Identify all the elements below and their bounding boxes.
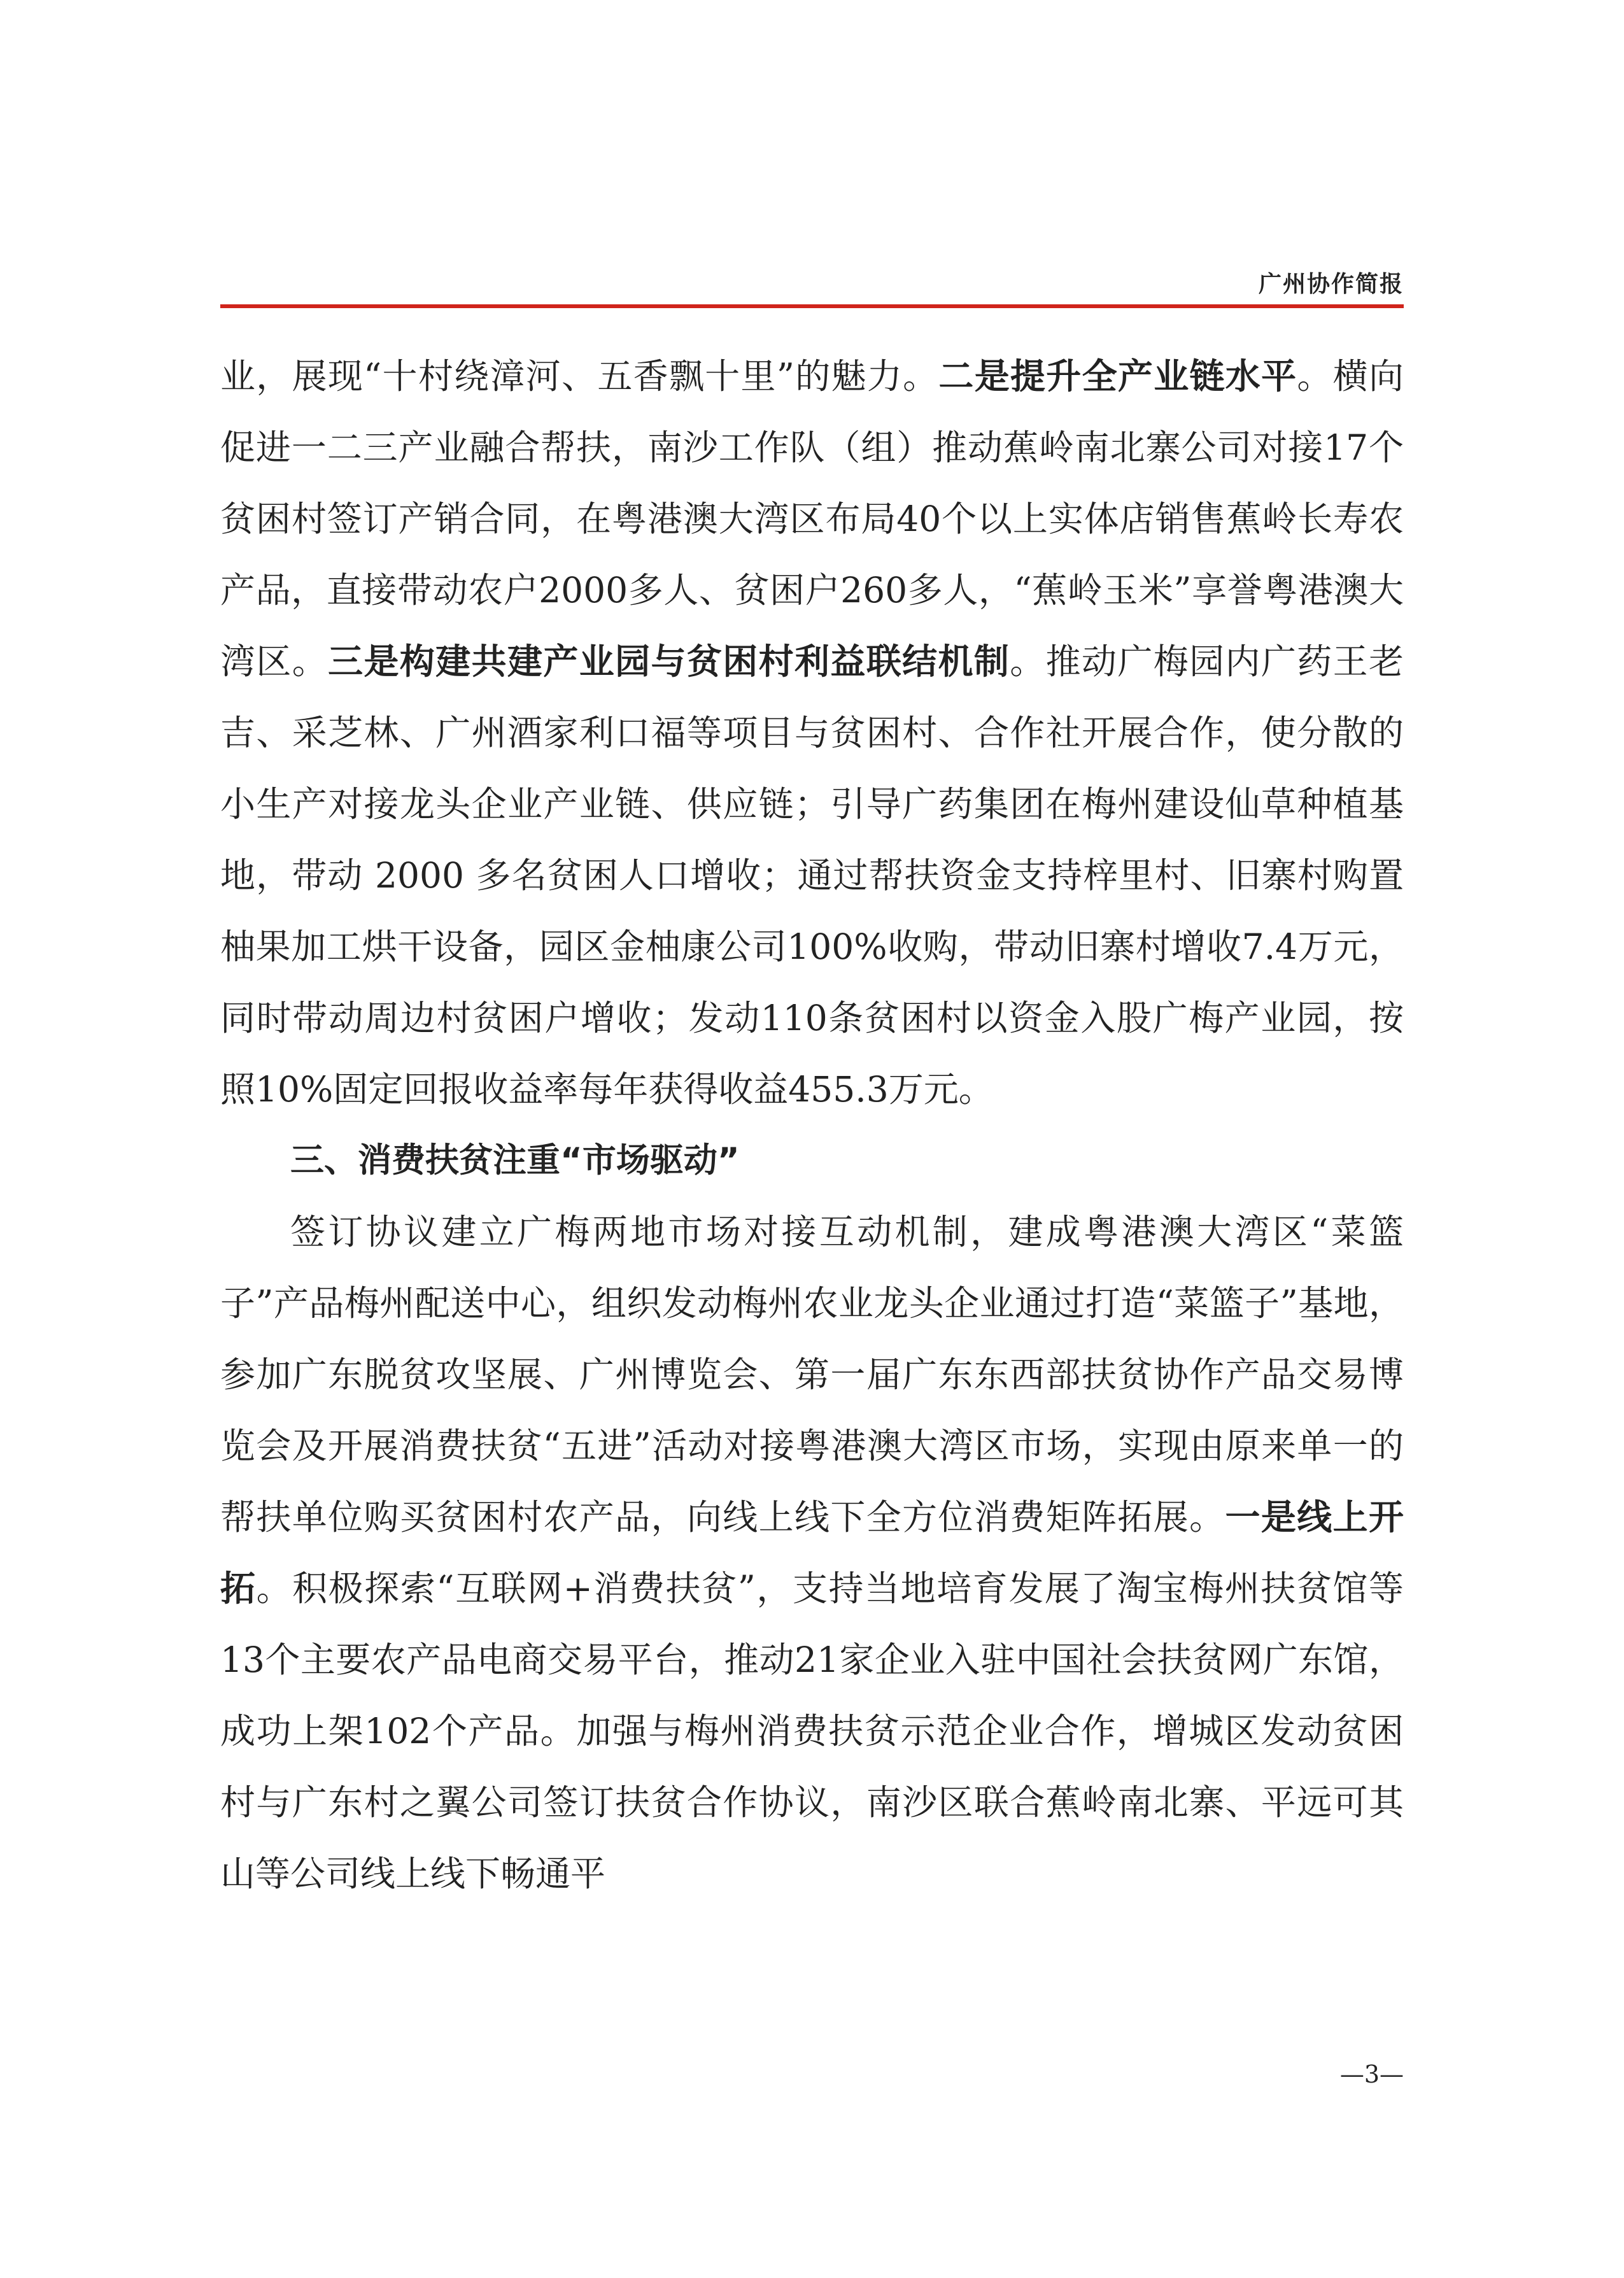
emphasis-interest-linkage: 三是构建共建产业园与贫困村利益联结机制 [328, 641, 1010, 682]
text-segment: 业，展现“十村绕漳河、五香飘十里”的魅力。 [220, 356, 939, 397]
body-text [220, 341, 1404, 1909]
emphasis-industry-chain: 二是提升全产业链水平 [938, 356, 1297, 397]
header-title: 广州协作简报 [1258, 271, 1404, 297]
text-segment: 。推动广梅园内广药王老吉、采芝林、广州酒家利口福等项目与贫困村、合作社开展合作，使分散的小生产对接龙头企业产业链、供应链；引导广药集团在梅州建设仙草种植基地，带动 2000 多名贫困人口增收；通过帮扶资金支持梓里村、旧寨村购置柚果加工烘干设备，园区金柚康公司100%收购，带动旧寨村增收7.4万元，同时带动周边村贫困户增收；发动110条贫困村以资金入股广梅产业园，按照10%固定回报收益率每年获得收益455.3万元。 [220, 641, 1404, 1110]
header-rule [220, 304, 1404, 308]
page-number: —3— [1339, 2060, 1404, 2088]
text-segment: 签订协议建立广梅两地市场对接互动机制，建成粤港澳大湾区“菜篮子”产品梅州配送中心，组织发动梅州农业龙头企业通过打造“菜篮子”基地，参加广东脱贫攻坚展、广州博览会、第一届广东东西部扶贫协作产品交易博览会及开展消费扶贫“五进”活动对接粤港澳大湾区市场，实现由原来单一的帮扶单位购买贫困村农产品，向线上线下全方位消费矩阵拓展。 [220, 1212, 1404, 1538]
text-segment: 。积极探索“互联网+消费扶贫”，支持当地培育发展了淘宝梅州扶贫馆等13个主要农产品电商交易平台，推动21家企业入驻中国社会扶贫网广东馆，成功上架102个产品。加强与梅州消费扶贫示范企业合作，增城区发动贫困村与广东村之翼公司签订扶贫合作协议，南沙区联合蕉岭南北寨、平远可其山等公司线上线下畅通平 [220, 1568, 1404, 1894]
paragraph-consumption [220, 1196, 1404, 1909]
paragraph-industry-chain [220, 341, 1404, 1125]
section-heading: 三、消费扶贫注重“市场驱动” [290, 1141, 740, 1180]
text-segment: 。横向促进一二三产业融合帮扶，南沙工作队（组）推动蕉岭南北寨公司对接17个贫困村签订产销合同，在粤港澳大湾区布局40个以上实体店销售蕉岭长寿农产品，直接带动农户2000多人、贫困户260多人，“蕉岭玉米”享誉粤港澳大湾区。 [220, 356, 1404, 682]
emphasis-online: 一是线上开拓 [220, 1497, 1404, 1609]
